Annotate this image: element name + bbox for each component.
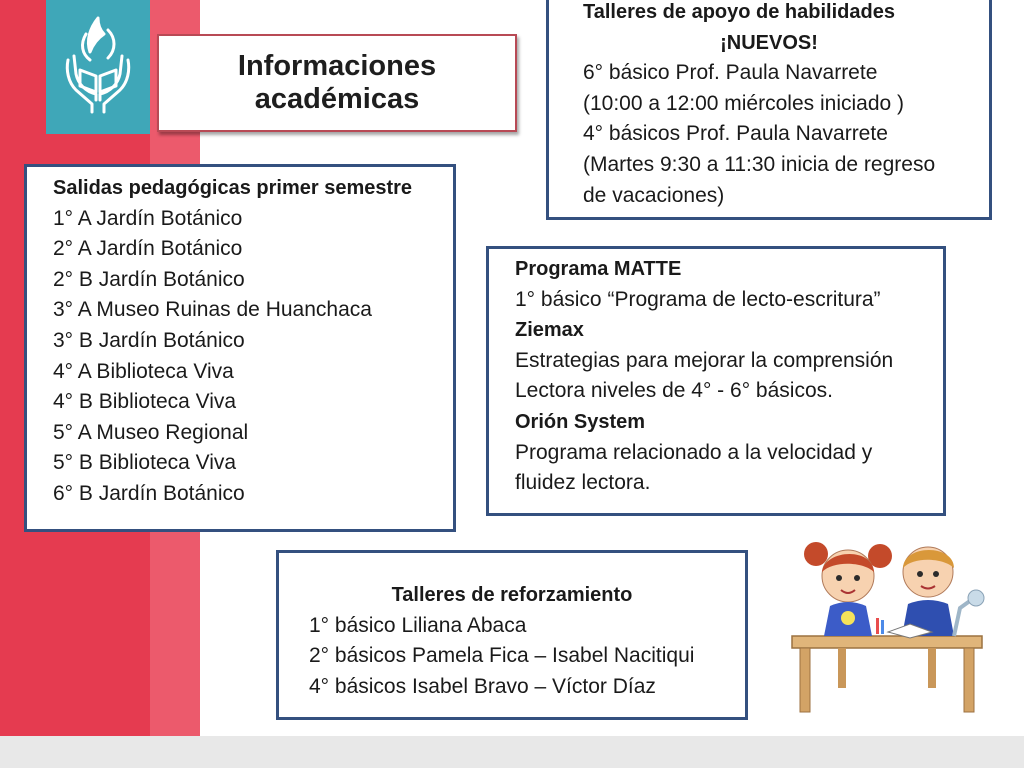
matte-title: Programa MATTE xyxy=(515,258,682,280)
orion-description-1: Programa relacionado a la velocidad y xyxy=(515,440,873,464)
list-item: 5° B Biblioteca Viva xyxy=(53,451,237,475)
logo-tile xyxy=(46,0,150,134)
apoyo-new-badge: ¡NUEVOS! xyxy=(720,31,818,54)
list-item: 1° A Jardín Botánico xyxy=(53,206,243,230)
list-item: 3° B Jardín Botánico xyxy=(53,328,245,352)
talleres-apoyo-box xyxy=(546,0,992,220)
ziemax-description-1: Estrategias para mejorar la comprensión xyxy=(515,348,894,372)
apoyo-heading: Talleres de apoyo de habilidades xyxy=(583,1,895,23)
list-item: 1° básico Liliana Abaca xyxy=(309,613,527,637)
children-studying-at-desk-icon xyxy=(778,532,994,722)
list-item: 4° básicos Prof. Paula Navarrete xyxy=(583,122,888,146)
list-item: 5° A Museo Regional xyxy=(53,420,249,444)
list-item: 3° A Museo Ruinas de Huanchaca xyxy=(53,298,372,322)
list-item: 6° B Jardín Botánico xyxy=(53,481,245,505)
list-item: de vacaciones) xyxy=(583,183,725,207)
list-item: (Martes 9:30 a 11:30 inicia de regreso xyxy=(583,152,936,176)
refuerzo-heading: Talleres de reforzamiento xyxy=(391,584,633,606)
page-title-line1: Informaciones xyxy=(237,50,437,82)
programas-box xyxy=(486,246,946,516)
ziemax-title: Ziemax xyxy=(515,319,584,342)
page-title-line2: académicas xyxy=(254,83,420,115)
school-logo-hands-book-icon xyxy=(46,0,150,134)
list-item: 2° A Jardín Botánico xyxy=(53,237,243,261)
talleres-reforzamiento-box xyxy=(276,550,748,720)
list-item: 2° B Jardín Botánico xyxy=(53,267,245,291)
list-item: 4° B Biblioteca Viva xyxy=(53,390,237,414)
list-item: 4° A Biblioteca Viva xyxy=(53,359,234,383)
list-item: (10:00 a 12:00 miércoles iniciado ) xyxy=(583,91,905,115)
page-title-box xyxy=(157,34,517,132)
bottom-gray-band xyxy=(0,736,1024,768)
salidas-heading: Salidas pedagógicas primer semestre xyxy=(53,177,413,199)
list-item: 6° básico Prof. Paula Navarrete xyxy=(583,61,878,85)
ziemax-description-2: Lectora niveles de 4° - 6° básicos. xyxy=(515,379,833,403)
list-item: 4° básicos Isabel Bravo – Víctor Díaz xyxy=(309,674,656,698)
orion-title: Orión System xyxy=(515,410,646,433)
orion-description-2: fluidez lectora. xyxy=(515,471,651,495)
matte-description: 1° básico “Programa de lecto-escritura” xyxy=(515,287,881,311)
salidas-pedagogicas-box xyxy=(24,164,456,532)
children-studying-illustration xyxy=(778,532,994,722)
list-item: 2° básicos Pamela Fica – Isabel Nacitiqui xyxy=(309,644,695,668)
